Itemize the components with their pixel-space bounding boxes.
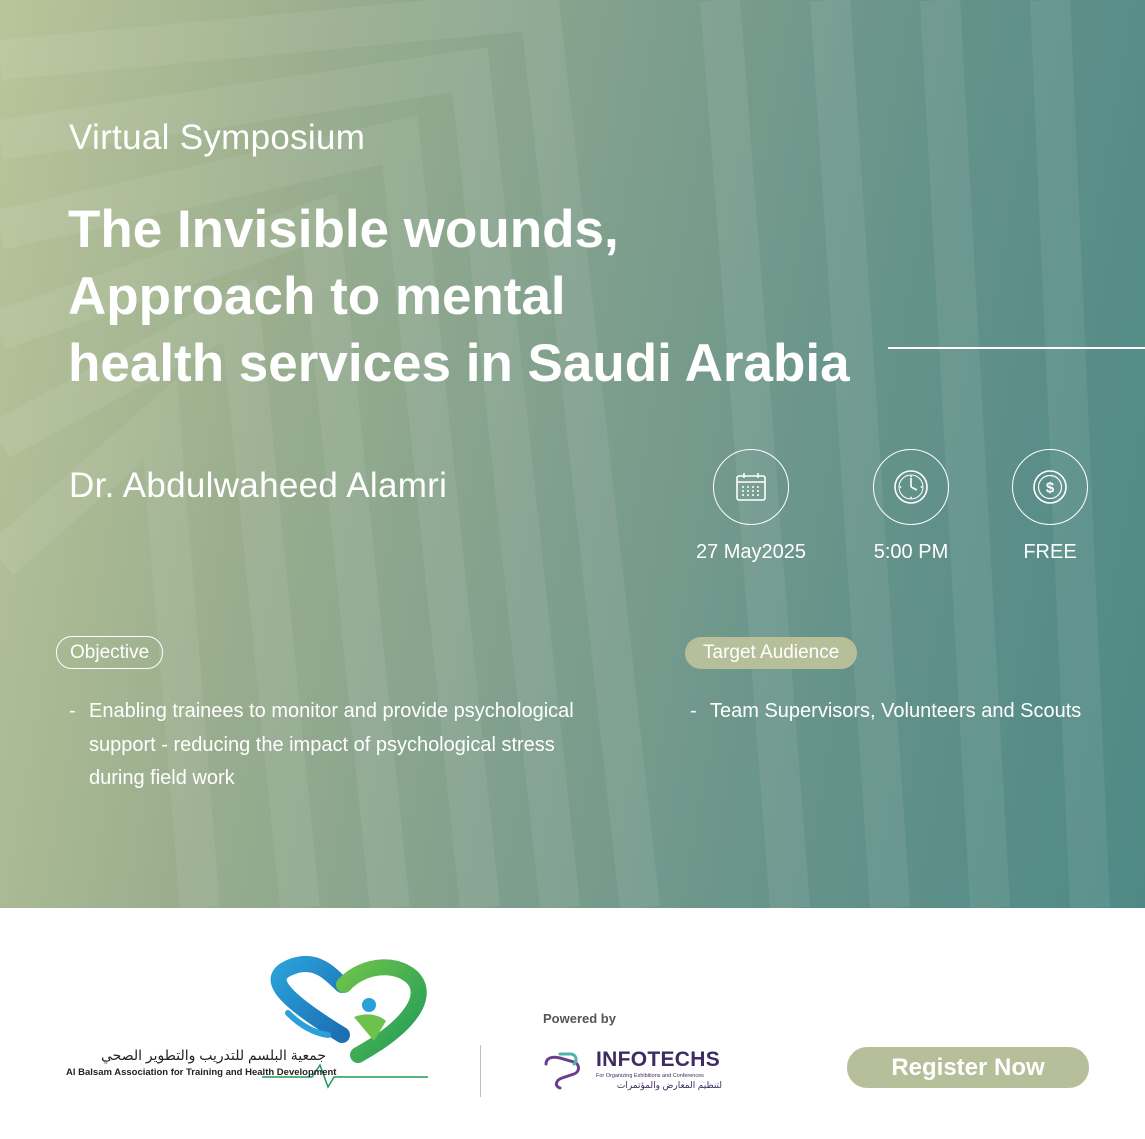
infotechs-tagline: For Organizing Exhibitions and Conferences [596,1073,704,1079]
event-title-line: The Invisible wounds, [68,200,619,259]
infotechs-mark-icon [540,1050,584,1094]
info-circle [1012,449,1088,525]
event-title-line: Approach to mental [68,267,566,326]
objective-badge: Objective [56,636,163,669]
speaker-name: Dr. Abdulwaheed Alamri [69,466,448,505]
bullet-dash: - [69,700,76,722]
event-title-line: health services in Saudi Arabia [68,334,850,393]
infotechs-name: INFOTECHS [596,1048,721,1071]
objective-text: Enabling trainees to monitor and provide psychological support - reducing the impact of psychological stress during field work [89,700,574,789]
event-price: FREE [1023,541,1077,563]
bullet-dash: - [690,700,697,722]
register-now-button[interactable]: Register Now [847,1047,1089,1088]
infotechs-arabic-tagline: لتنظيم المعارض والمؤتمرات [616,1080,722,1090]
audience-item [690,695,1090,729]
event-type: Virtual Symposium [69,118,366,157]
powered-by-label: Powered by [543,1011,616,1026]
info-date [666,449,836,564]
target-audience-badge: Target Audience [685,637,857,669]
event-time: 5:00 PM [873,541,949,563]
event-title [68,196,888,397]
info-circle [713,449,789,525]
decorative-rule [888,347,1145,349]
albalsam-arabic-name: جمعية البلسم للتدريب والتطوير الصحي [101,1047,326,1063]
audience-text: Team Supervisors, Volunteers and Scouts [710,700,1082,722]
footer-divider [480,1045,481,1097]
clock-icon [892,468,930,506]
dollar-coin-icon [1031,468,1069,506]
info-circle [873,449,949,525]
infotechs-logo [540,1048,740,1098]
calendar-icon [733,469,769,505]
objective-item [69,695,589,796]
albalsam-logo [62,955,428,1098]
albalsam-english-name: Al Balsam Association for Training and Health Development [66,1067,337,1078]
info-price [965,449,1135,564]
svg-text:$: $ [1045,479,1055,497]
event-date: 27 May2025 [695,541,807,563]
